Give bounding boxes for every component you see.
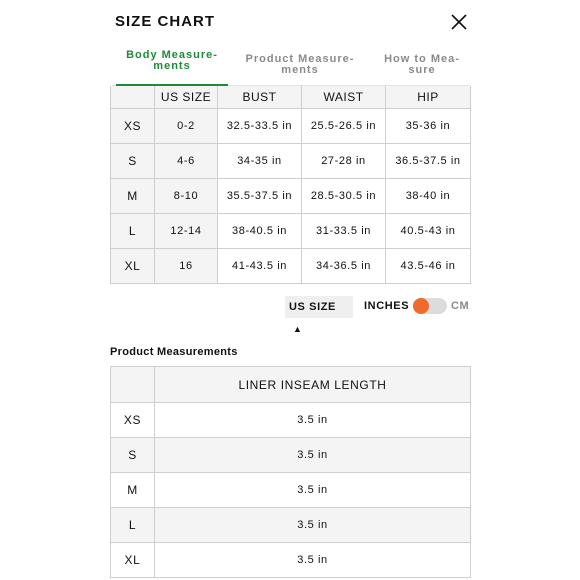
waist-cell: 27-28 in bbox=[302, 144, 386, 179]
product-measurements-table bbox=[110, 366, 471, 578]
table-row bbox=[111, 179, 471, 214]
us-size-cell: 8-10 bbox=[155, 179, 218, 214]
size-label: S bbox=[111, 144, 155, 179]
inseam-cell: 3.5 in bbox=[155, 438, 471, 473]
table-row bbox=[111, 214, 471, 249]
column-header: BUST bbox=[218, 86, 302, 109]
table-header-row bbox=[111, 86, 471, 109]
column-header bbox=[111, 86, 155, 109]
size-chart-table bbox=[110, 86, 471, 284]
bust-cell: 38-40.5 in bbox=[218, 214, 302, 249]
us-size-cell: 4-6 bbox=[155, 144, 218, 179]
table-row bbox=[111, 144, 471, 179]
toggle-knob bbox=[413, 298, 429, 314]
waist-cell: 34-36.5 in bbox=[302, 249, 386, 284]
table-row bbox=[111, 403, 471, 438]
corner-cell bbox=[111, 367, 155, 403]
table-header-row bbox=[111, 367, 471, 403]
size-label: L bbox=[111, 508, 155, 543]
tab-bar bbox=[112, 46, 470, 86]
cm-label[interactable]: CM bbox=[451, 300, 470, 312]
size-label: S bbox=[111, 438, 155, 473]
bust-cell: 41-43.5 in bbox=[218, 249, 302, 284]
waist-cell: 28.5-30.5 in bbox=[302, 179, 386, 214]
hip-cell: 35-36 in bbox=[386, 109, 471, 144]
hip-cell: 43.5-46 in bbox=[386, 249, 471, 284]
waist-cell: 31-33.5 in bbox=[302, 214, 386, 249]
hip-cell: 36.5-37.5 in bbox=[386, 144, 471, 179]
size-system-label: US SIZE bbox=[289, 301, 336, 313]
table-row bbox=[111, 438, 471, 473]
inseam-cell: 3.5 in bbox=[155, 403, 471, 438]
tab-label-line: sure bbox=[408, 64, 436, 76]
hip-cell: 38-40 in bbox=[386, 179, 471, 214]
inches-label[interactable]: INCHES bbox=[364, 300, 410, 312]
inseam-cell: 3.5 in bbox=[155, 543, 471, 578]
caret-up-icon: ▲ bbox=[293, 324, 303, 334]
column-header: HIP bbox=[386, 86, 471, 109]
unit-toggle[interactable] bbox=[413, 298, 447, 314]
product-measurements-heading: Product Measurements bbox=[110, 346, 238, 358]
us-size-cell: 0-2 bbox=[155, 109, 218, 144]
size-label: M bbox=[111, 473, 155, 508]
size-label: XS bbox=[111, 109, 155, 144]
us-size-cell: 12-14 bbox=[155, 214, 218, 249]
bust-cell: 34-35 in bbox=[218, 144, 302, 179]
table-row bbox=[111, 249, 471, 284]
size-label: XS bbox=[111, 403, 155, 438]
bust-cell: 35.5-37.5 in bbox=[218, 179, 302, 214]
size-label: XL bbox=[111, 249, 155, 284]
waist-cell: 25.5-26.5 in bbox=[302, 109, 386, 144]
tab-label-line: ments bbox=[153, 60, 191, 72]
column-header: WAIST bbox=[302, 86, 386, 109]
us-size-cell: 16 bbox=[155, 249, 218, 284]
column-header: US SIZE bbox=[155, 86, 218, 109]
table-row bbox=[111, 473, 471, 508]
tab-label-line: Body Measure- bbox=[126, 49, 218, 61]
size-label: XL bbox=[111, 543, 155, 578]
hip-cell: 40.5-43 in bbox=[386, 214, 471, 249]
tab-product-measurements[interactable] bbox=[238, 54, 362, 76]
page-title: SIZE CHART bbox=[115, 13, 215, 30]
tab-label-line: How to Mea- bbox=[384, 53, 460, 65]
column-header: LINER INSEAM LENGTH bbox=[155, 367, 471, 403]
inseam-cell: 3.5 in bbox=[155, 508, 471, 543]
size-label: L bbox=[111, 214, 155, 249]
tab-label-line: ments bbox=[281, 64, 319, 76]
table-row bbox=[111, 109, 471, 144]
table-row bbox=[111, 543, 471, 578]
inseam-cell: 3.5 in bbox=[155, 473, 471, 508]
size-label: M bbox=[111, 179, 155, 214]
size-system-dropdown[interactable] bbox=[285, 296, 353, 334]
tab-how-to-measure[interactable] bbox=[374, 54, 470, 76]
close-icon[interactable] bbox=[450, 13, 468, 31]
table-row bbox=[111, 508, 471, 543]
tab-label-line: Product Measure- bbox=[245, 53, 355, 65]
tab-body-measurements[interactable] bbox=[116, 50, 228, 72]
bust-cell: 32.5-33.5 in bbox=[218, 109, 302, 144]
